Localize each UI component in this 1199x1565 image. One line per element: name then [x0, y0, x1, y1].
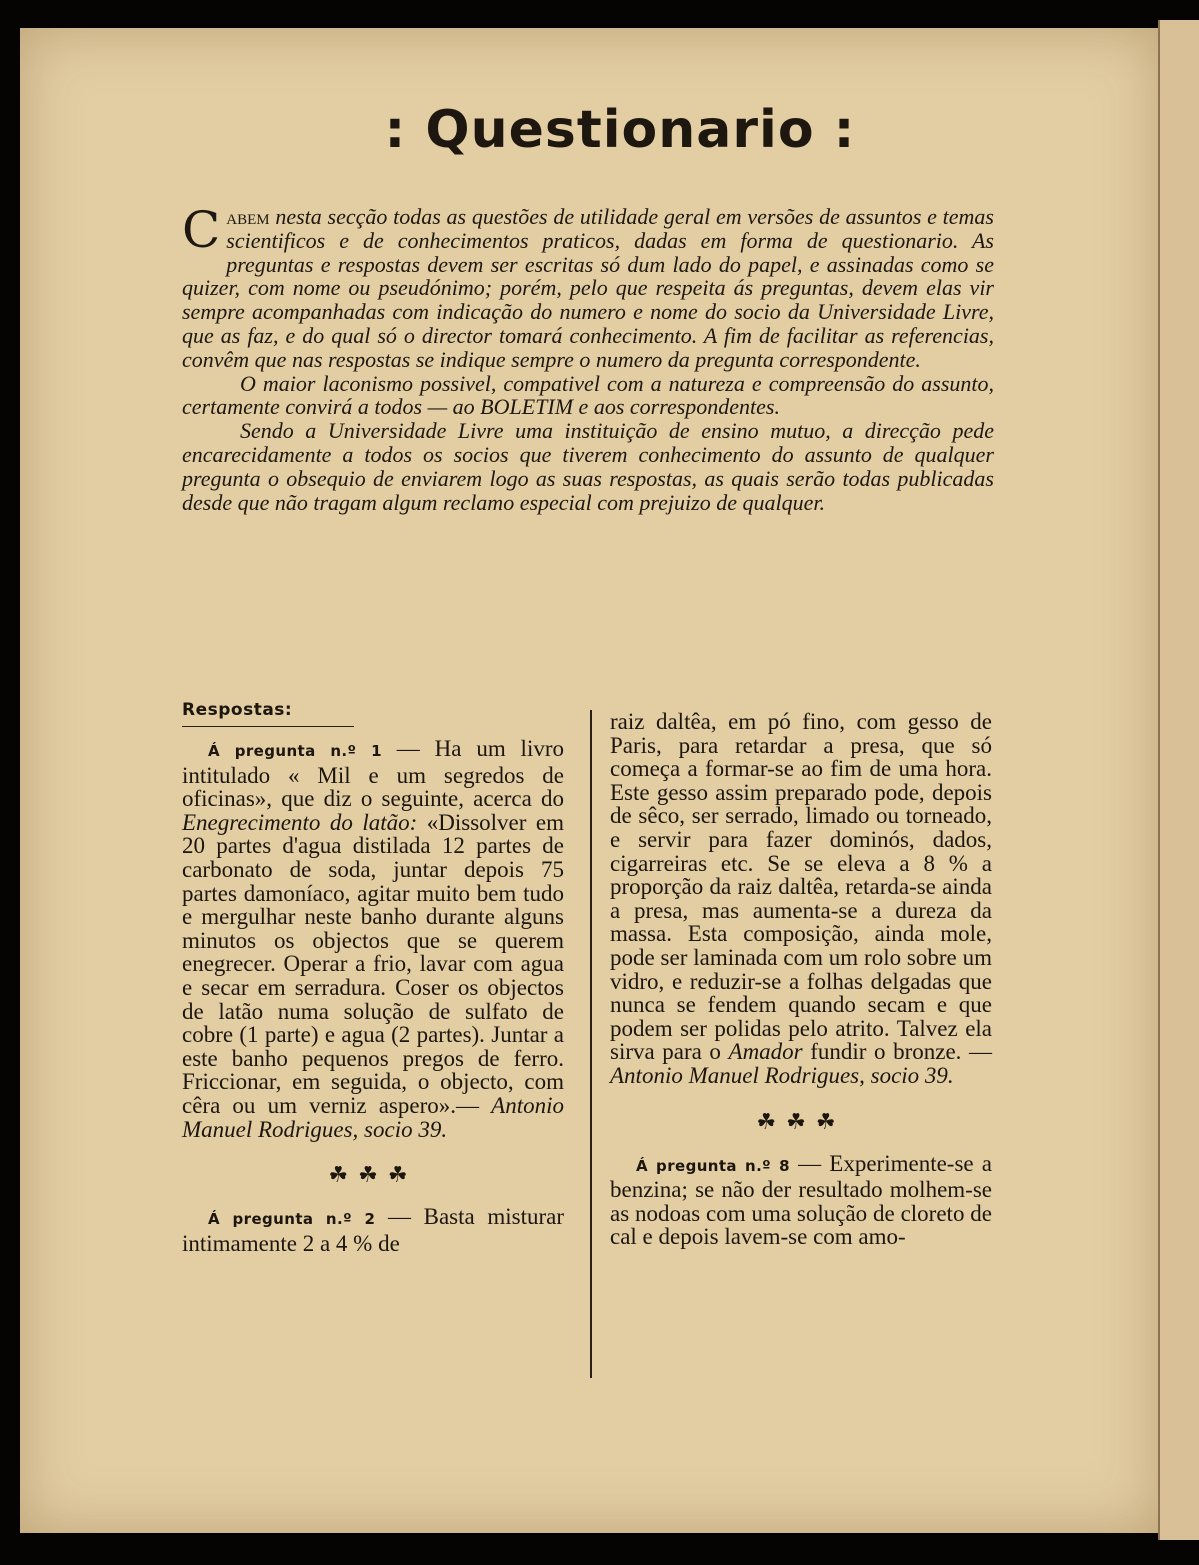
- intro-lead-word: abem: [226, 204, 270, 229]
- answer-2-text-3: fundir o bronze. —: [802, 1039, 992, 1065]
- answers-right-column: [610, 710, 992, 1249]
- answer-1-signature: Antonio Manuel Rodrigues, socio 39.: [182, 1092, 564, 1142]
- answer-8: [610, 1152, 992, 1249]
- drop-cap: C: [182, 201, 221, 259]
- intro-paragraph-3: Sendo a Universidade Livre uma instituição de ensino mutuo, a direcção pede encarecidamente a todos os socios que tiverem conhecimento do assunto de qualquer pregunta o obsequio de enviarem logo as suas respostas, as quais serão todas publicadas desde que não tragam algum reclamo especial com prejuizo de qualquer.: [182, 418, 994, 515]
- answer-2-continued: [610, 710, 992, 1088]
- intro-paragraph-2: O maior laconismo possivel, compativel com a natureza e compreensão do assunto, certamente convirá a todos — ao BOLETIM e aos correspondentes.: [182, 370, 994, 420]
- answer-8-text-1: — Experimente-se a benzina; se não der resultado molhem-se as nodoas com uma solução de cloreto de cal e depois lavem-se com amo-: [610, 1150, 993, 1250]
- intro-paragraph-1: [182, 201, 994, 372]
- answer-2-start: [182, 1205, 564, 1255]
- answer-2-text-1: — Basta misturar intimamente 2 a 4 % de: [182, 1204, 564, 1256]
- separator-ornament-2: ☘☘☘: [756, 1109, 846, 1135]
- intro-text: [182, 201, 994, 515]
- column-divider: [590, 710, 592, 1378]
- answer-8-label: Á pregunta n.º 8: [636, 1156, 790, 1175]
- answer-2-signature: Antonio Manuel Rodrigues, socio 39.: [610, 1062, 954, 1088]
- answers-left-column: [182, 700, 564, 1255]
- answer-1-topic: Enegrecimento do latão:: [182, 809, 418, 835]
- page-title: : Questionario :: [384, 100, 856, 160]
- answer-2-text-2: raiz daltêa, em pó fino, com gesso de Paris, para retardar a presa, que só começa a formar-se ao fim de uma hora. Este gesso assim preparado pode, depois de sêco, ser serrado, limado ou torneado, e servir para fazer dominós, dados, cigarreiras etc. Se se eleva a 8 % a proporção da raiz daltêa, retarda-se ainda a presa, mas aumenta-se a dureza da massa. Esta composição, ainda mole, pode ser laminada com um rolo sobre um vidro, e reduzir-se a folhas delgadas que nunca se fendem quando secam e que podem ser polidas pelo atrito. Talvez ela sirva para o: [610, 709, 992, 1065]
- answer-2-amador: Amador: [728, 1039, 803, 1065]
- separator-ornament: ☘☘☘: [328, 1163, 418, 1189]
- next-page-edge: [1158, 20, 1199, 1540]
- answer-1-text-1: — Ha um livro intitulado « Mil e um segredos de oficinas», que diz o seguinte, acerca do: [182, 736, 564, 812]
- answer-1: [182, 737, 564, 1141]
- answer-1-text-2: «Dissolver em 20 partes d'agua distilada 12 partes de carbonato de soda, juntar depois 75 partes damoníaco, agitar muito bem tudo e mergulhar neste banho durante alguns minutos os objectos que se querem enegrecer. Operar a frio, lavar com agua e secar em serradura. Coser os objectos de latão numa solução de sulfato de cobre (1 parte) e agua (2 partes). Juntar a este banho pequenos pregos de ferro. Friccionar, em seguida, o objecto, com cêra ou um verniz aspero».—: [182, 809, 564, 1118]
- answer-1-label: Á pregunta n.º 1: [208, 742, 382, 760]
- intro-paragraph-1-text: nesta secção todas as questões de utilidade geral em versões de assuntos e temas scientificos e de conhecimentos praticos, dadas em forma de questionario. As preguntas e respostas devem ser escritas só dum lado do papel, e assinadas como se quizer, com nome ou pseudónimo; porém, pelo que respeita ás preguntas, devem elas vir sempre acompanhadas com indicação do numero e nome do socio da Universidade Livre, que as faz, e do qual só o director tomará conhecimento. A fim de facilitar as referencias, convêm que nas respostas se indique sempre o numero da pregunta correspondente.: [182, 204, 994, 372]
- answers-heading: Respostas:: [182, 700, 354, 727]
- answer-2-label: Á pregunta n.º 2: [208, 1210, 376, 1229]
